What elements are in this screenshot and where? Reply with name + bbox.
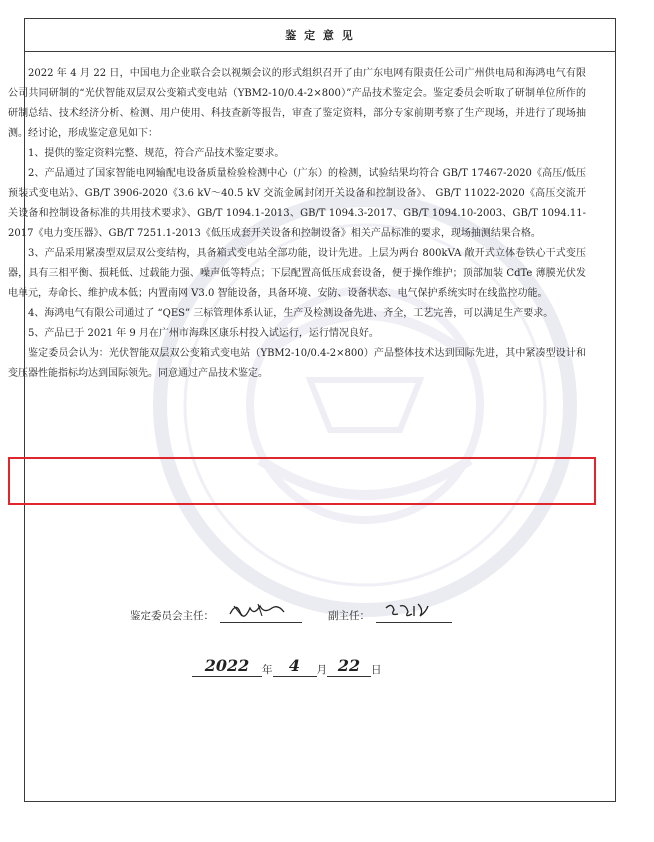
date-year-field — [192, 654, 262, 677]
paragraph-conclusion: 鉴定委员会认为：光伏智能双层双公变箱式变电站（YBM2-10/0.4-2×800）产品整体技术达到国际先进，其中紧凑型设计和变压器性能指标均达到国际领先。同意通过产品技术鉴定。 — [8, 348, 586, 379]
conclusion-highlight-box — [8, 457, 596, 505]
year-unit: 年 — [262, 664, 273, 676]
day-unit: 日 — [371, 664, 382, 676]
date-day: 22 — [337, 656, 361, 675]
chair-label: 鉴定委员会主任： — [130, 610, 214, 622]
paragraph-intro: 2022 年 4 月 22 日，中国电力企业联合会以视频会议的形式组织召开了由广东电网有限责任公司广州供电局和海鸿电气有限公司共同研制的“光伏智能双层双公变箱式变电站（YBM2-10/0.4-2×800）”产品技术鉴定会。鉴定委员会听取了研制单位所作的研制总结、技术经济分析、检测、用户使用、科技查新等报告，审查了鉴定资料，部分专家前期考察了生产现场，并进行了现场抽测。经讨论，形成鉴定意见如下： — [8, 68, 586, 139]
date-row — [192, 654, 432, 677]
document-body — [8, 64, 586, 384]
date-day-field — [327, 654, 371, 677]
vice-chair-label: 副主任： — [328, 610, 370, 622]
date-month-field — [273, 654, 317, 677]
chair-signature-line — [220, 600, 302, 623]
date-year: 2022 — [204, 656, 250, 675]
month-unit: 月 — [316, 664, 327, 676]
vice-chair-signature — [384, 600, 430, 620]
paragraph-2: 2、产品通过了国家智能电网输配电设备质量检验检测中心（广东）的检测，试验结果均符合 GB/T 17467-2020《高压/低压预装式变电站》、GB/T 3906-2020《3.6 kV～40.5 kV 交流金属封闭开关设备和控制设备》、 GB/T 11022-2020《高压交流开关设备和控制设备标准的共用技术要求》、GB/T 1094.1-2013、GB/T 1094.3-2017、GB/T 1094.10-2003、GB/T 1094.11-2017《电力变压器》、GB/T 7251.1-2013《低压成套开关设备和控制设备》相关产品标准的要求，现场抽测结果合格。 — [8, 168, 586, 239]
paragraph-4: 4、海鸿电气有限公司通过了 “QES” 三标管理体系认证，生产及检测设备先进、齐全，工艺完善，可以满足生产要求。 — [28, 308, 554, 319]
paragraph-3: 3、产品采用紧凑型双层双公变结构，具备箱式变电站全部功能，设计先进。上层为两台 800kVA 敞开式立体卷铁心干式变压器，具有三相平衡、损耗低、过载能力强、噪声低等特点；下层配置高低压成套设备，便于操作维护；顶部加装 CdTe 薄膜光伏发电单元，寿命长、维护成本低；内置南网 V3.0 智能设备，具备环境、安防、设备状态、电气保护系统实时在线监控功能。 — [8, 248, 586, 299]
chair-signature — [228, 600, 288, 620]
vice-chair-signature-line — [376, 600, 452, 623]
signature-row — [130, 600, 470, 623]
paragraph-5: 5、产品已于 2021 年 9 月在广州市海珠区康乐村投入试运行，运行情况良好。 — [28, 328, 379, 339]
document-title: 鉴 定 意 见 — [25, 19, 615, 52]
paragraph-1: 1、提供的鉴定资料完整、规范，符合产品技术鉴定要求。 — [28, 148, 285, 159]
date-month: 4 — [288, 656, 301, 675]
